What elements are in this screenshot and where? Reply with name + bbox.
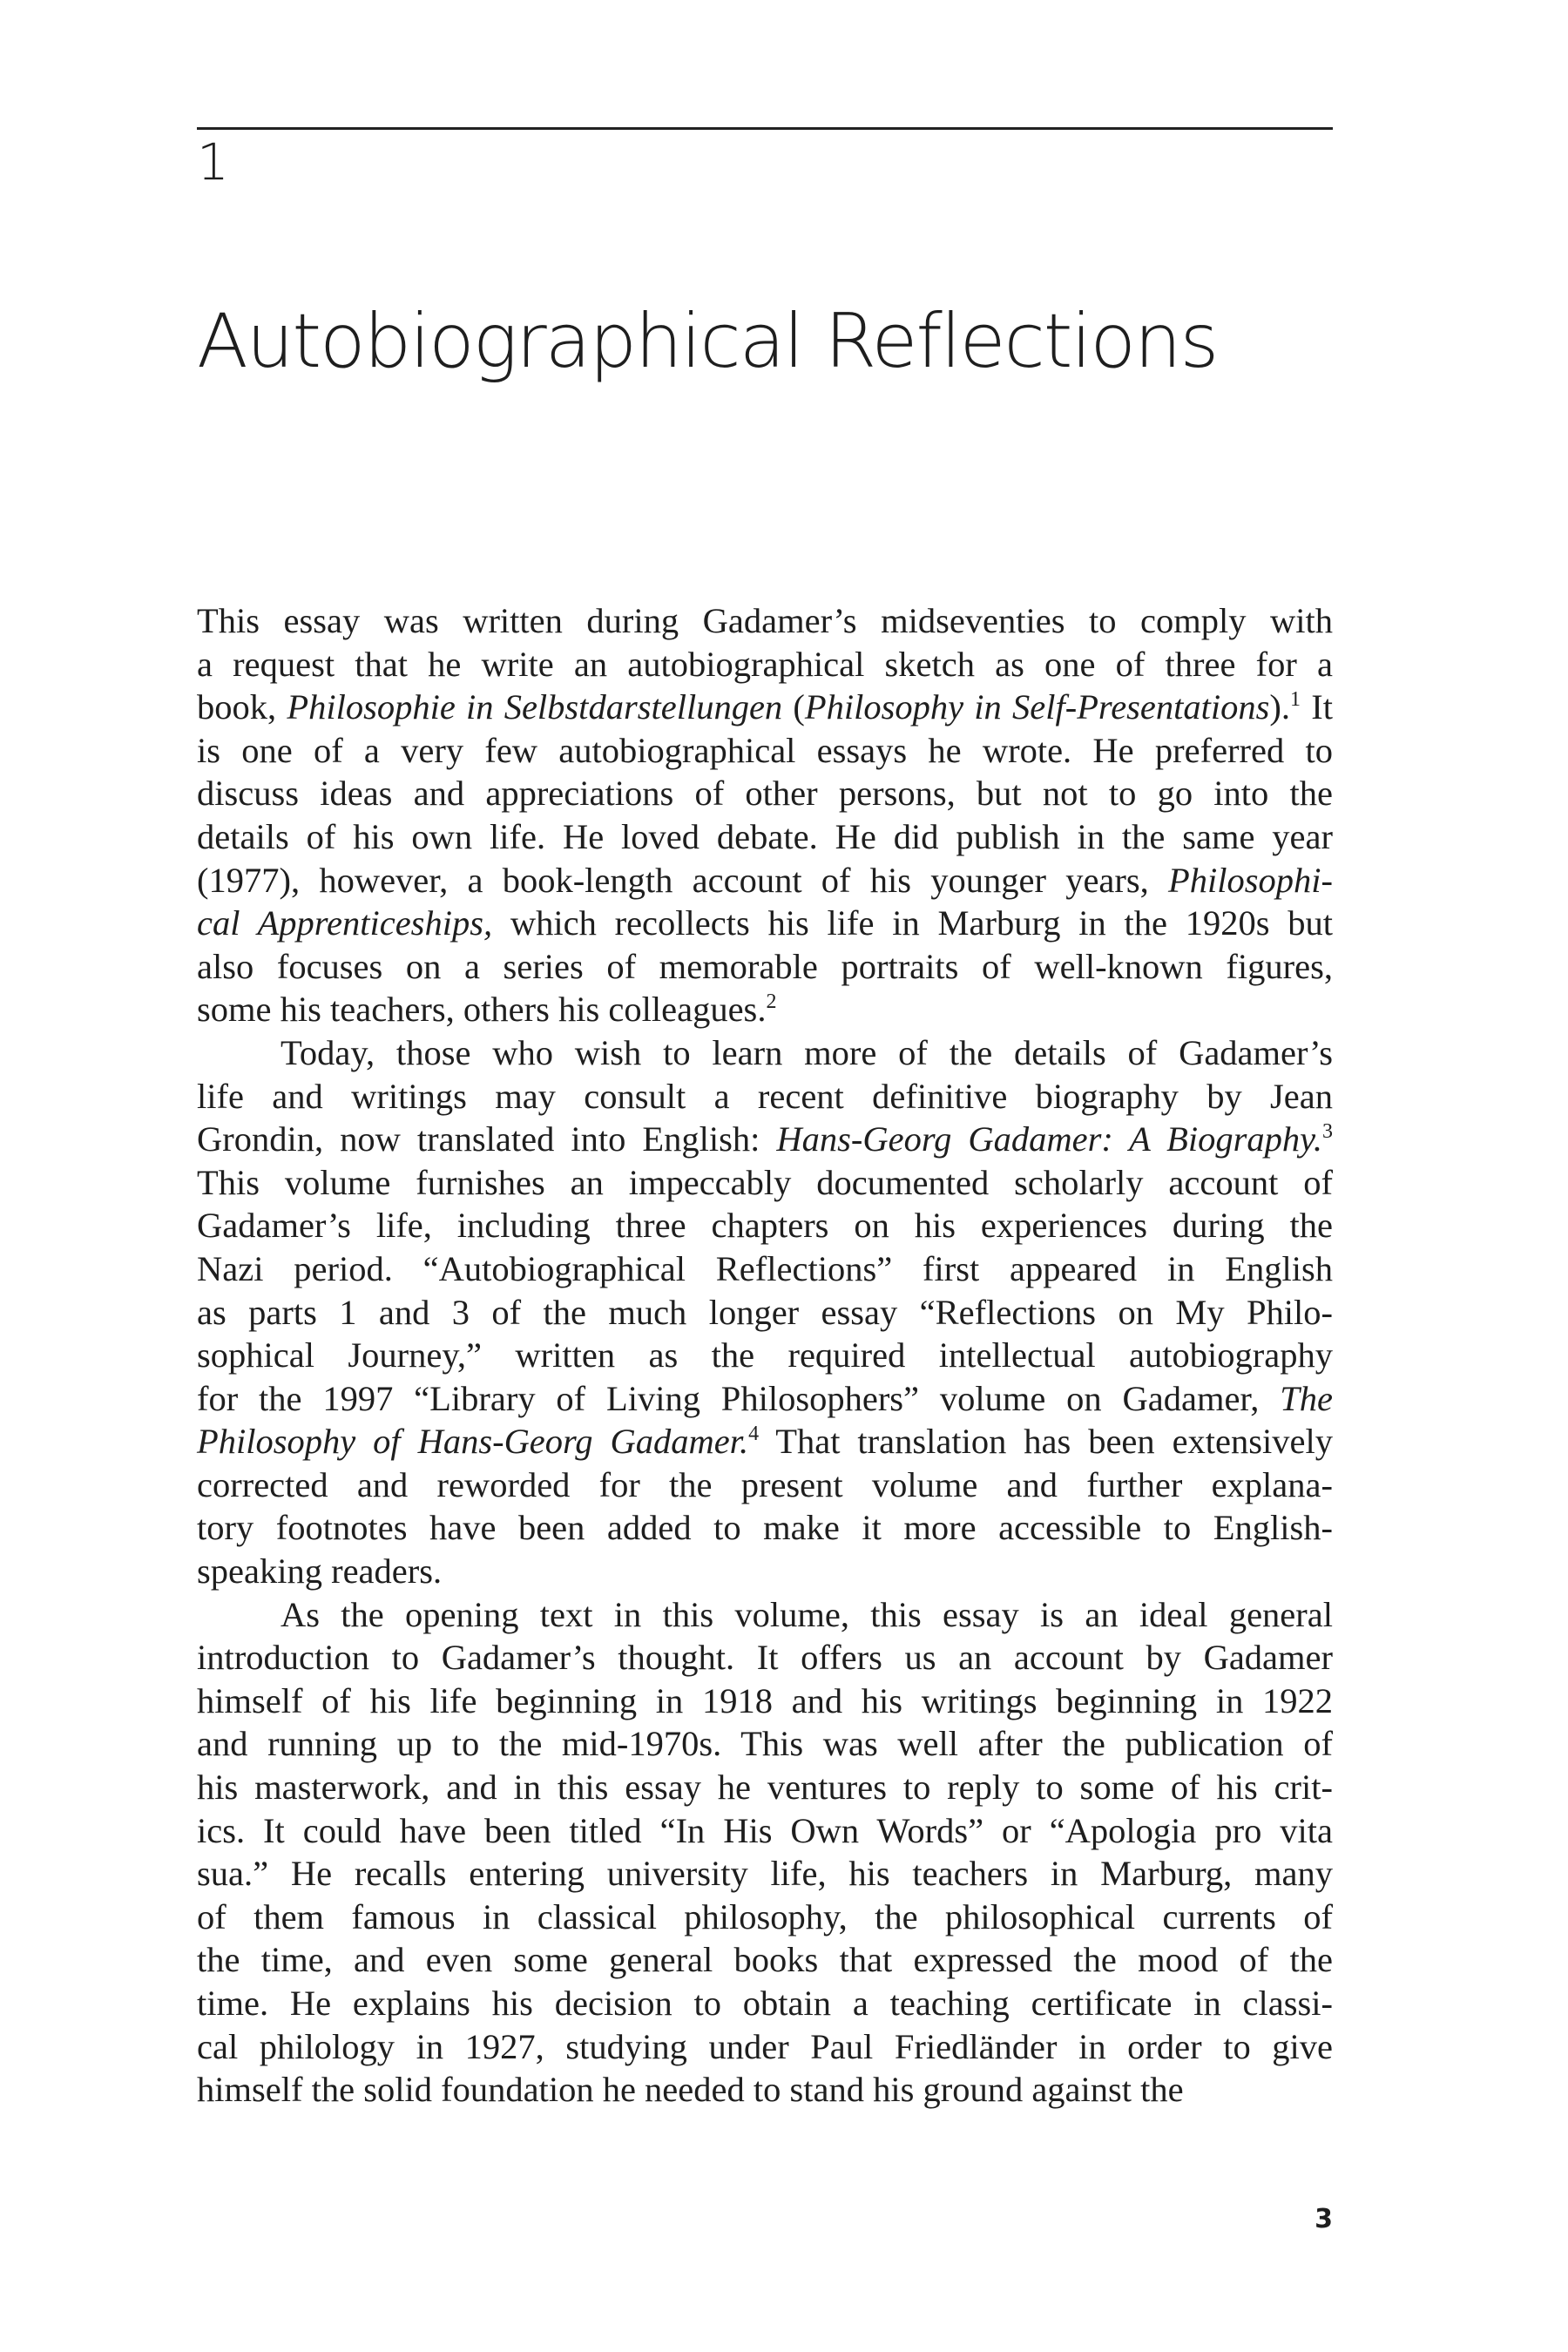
text-line bbox=[197, 1031, 1333, 1075]
text-run: which recollects his life in Marburg in the 1920s but bbox=[492, 903, 1334, 943]
text-line bbox=[197, 1334, 1333, 1377]
chapter-title: Autobiographical Reflections bbox=[197, 298, 1218, 385]
text-line bbox=[197, 1593, 1333, 1637]
text-run: ). bbox=[1269, 687, 1291, 727]
text-run: corrected and reworded for the present volume and further explana- bbox=[197, 1464, 1333, 1504]
text-line bbox=[197, 1506, 1333, 1550]
text-line bbox=[197, 1938, 1333, 1982]
text-run: introduction to Gadamer’s thought. It offers us an account by Gadamer bbox=[197, 1638, 1333, 1678]
text-line bbox=[197, 729, 1333, 773]
text-line bbox=[197, 1852, 1333, 1896]
text-line bbox=[197, 1377, 1333, 1421]
text-line bbox=[197, 2068, 1333, 2112]
text-run: book, bbox=[197, 687, 287, 727]
text-line bbox=[197, 772, 1333, 815]
text-line bbox=[197, 988, 1333, 1031]
text-line bbox=[197, 1463, 1333, 1507]
text-run: the time, and even some general books that expressed the mood of the bbox=[197, 1940, 1333, 1980]
text-run: time. He explains his decision to obtain a teaching certificate in classi- bbox=[197, 1984, 1333, 2023]
text-run: Today, those who wish to learn more of the details of Gadamer’s bbox=[280, 1032, 1333, 1072]
text-run: sophical Journey,” written as the required intellectual autobiography bbox=[197, 1335, 1333, 1375]
text-run: of them famous in classical philosophy, the philosophical currents of bbox=[197, 1896, 1333, 1936]
text-line bbox=[197, 1291, 1333, 1335]
text-run: ( bbox=[782, 687, 805, 727]
text-line bbox=[197, 902, 1333, 945]
text-line bbox=[197, 1809, 1333, 1853]
footnote-ref: 3 bbox=[1322, 1120, 1334, 1144]
footnote-ref: 4 bbox=[748, 1423, 760, 1446]
text-line bbox=[197, 1680, 1333, 1723]
italic-text: The bbox=[1280, 1378, 1333, 1418]
text-run: It bbox=[1301, 687, 1333, 727]
text-line bbox=[197, 1161, 1333, 1205]
page-number: 3 bbox=[1315, 2204, 1333, 2234]
text-line bbox=[197, 1722, 1333, 1766]
text-line bbox=[197, 1118, 1333, 1161]
text-run: speaking readers. bbox=[197, 1551, 443, 1592]
text-run: ics. It could have been titled “In His Own Words” or “Apologia pro vita bbox=[197, 1810, 1333, 1850]
text-line bbox=[197, 1204, 1333, 1247]
text-run: is one of a very few autobiographical essays he wrote. He preferred to bbox=[197, 730, 1333, 770]
text-run: sua.” He recalls entering university life, his teachers in Marburg, many bbox=[197, 1854, 1333, 1894]
text-line bbox=[197, 1982, 1333, 2025]
text-line bbox=[197, 599, 1333, 643]
italic-text: Philosophi- bbox=[1168, 860, 1333, 900]
text-run: Gadamer’s life, including three chapters on his experiences during the bbox=[197, 1206, 1333, 1246]
text-run: This volume furnishes an impeccably documented scholarly account of bbox=[197, 1162, 1333, 1202]
text-line bbox=[197, 1247, 1333, 1291]
text-line bbox=[197, 2025, 1333, 2069]
text-run: This essay was written during Gadamer’s midseventies to comply with bbox=[197, 601, 1333, 640]
text-run: As the opening text in this volume, this essay is an ideal general bbox=[280, 1594, 1333, 1634]
chapter-number: 1 bbox=[197, 132, 229, 192]
text-run: his masterwork, and in this essay he ventures to reply to some of his crit- bbox=[197, 1767, 1333, 1808]
text-line bbox=[197, 643, 1333, 686]
italic-text: Philosophy in Self-Presentations bbox=[804, 687, 1270, 727]
italic-text: Philosophie in Selbstdarstellungen bbox=[287, 687, 783, 727]
text-run: a request that he write an autobiographical sketch as one of three for a bbox=[197, 644, 1333, 684]
header-rule bbox=[197, 127, 1333, 130]
text-line bbox=[197, 815, 1333, 859]
text-run: Nazi period. “Autobiographical Reflections” first appeared in English bbox=[197, 1248, 1333, 1288]
text-line bbox=[197, 945, 1333, 989]
text-run: tory footnotes have been added to make it more accessible to English- bbox=[197, 1508, 1333, 1548]
text-line bbox=[197, 1550, 1333, 1593]
text-line bbox=[197, 1766, 1333, 1809]
text-run: for the 1997 “Library of Living Philosophers” volume on Gadamer, bbox=[197, 1378, 1281, 1418]
text-run: Grondin, now translated into English: bbox=[197, 1119, 777, 1159]
text-run: details of his own life. He loved debate. He did publish in the same year bbox=[197, 816, 1333, 856]
italic-text: Philosophy of Hans-Georg Gadamer. bbox=[197, 1422, 749, 1462]
text-line bbox=[197, 859, 1333, 902]
footnote-ref: 1 bbox=[1290, 688, 1301, 712]
text-line bbox=[197, 1896, 1333, 1939]
text-run: life and writings may consult a recent definitive biography by Jean bbox=[197, 1076, 1333, 1116]
text-run: some his teachers, others his colleagues. bbox=[197, 990, 767, 1030]
text-line bbox=[197, 686, 1333, 729]
italic-text: Hans-Georg Gadamer: A Biography. bbox=[776, 1119, 1323, 1159]
text-run: and running up to the mid-1970s. This was well after the publication of bbox=[197, 1724, 1333, 1764]
text-line bbox=[197, 1075, 1333, 1119]
text-run: (1977), however, a book-length account of his younger years, bbox=[197, 860, 1168, 900]
text-run: discuss ideas and appreciations of other persons, but not to go into the bbox=[197, 774, 1333, 814]
text-run: himself the solid foundation he needed to stand his ground against the bbox=[197, 2070, 1184, 2110]
italic-text: cal Apprenticeships, bbox=[197, 903, 493, 943]
text-run: himself of his life beginning in 1918 and his writings beginning in 1922 bbox=[197, 1680, 1333, 1720]
text-line bbox=[197, 1636, 1333, 1680]
footnote-ref: 2 bbox=[766, 990, 777, 1014]
text-run: That translation has been extensively bbox=[759, 1422, 1334, 1462]
body-text bbox=[197, 599, 1333, 2112]
text-run: cal philology in 1927, studying under Paul Friedländer in order to give bbox=[197, 2026, 1333, 2066]
text-run: as parts 1 and 3 of the much longer essay “Reflections on My Philo- bbox=[197, 1292, 1333, 1332]
text-line bbox=[197, 1420, 1333, 1463]
text-run: also focuses on a series of memorable portraits of well-known figures, bbox=[197, 946, 1333, 986]
